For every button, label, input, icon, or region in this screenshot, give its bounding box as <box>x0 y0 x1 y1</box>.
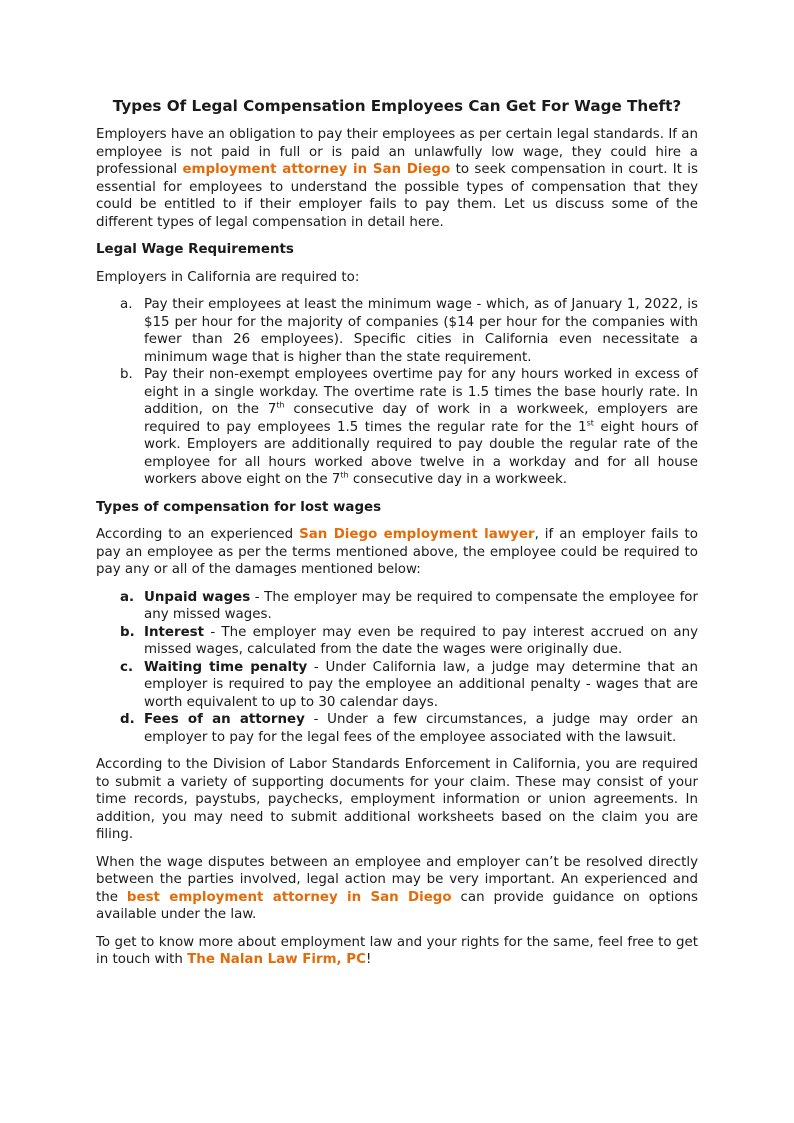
list-marker: a. <box>120 589 135 605</box>
list-term: Unpaid wages <box>144 589 251 605</box>
section1-lead: Employers in California are required to: <box>96 269 360 285</box>
list-marker: b. <box>120 367 133 382</box>
employment-attorney-link[interactable]: employment attorney in San Diego <box>182 162 451 177</box>
compensation-intro-paragraph: According to an experienced San Diego employment lawyer, if an employer fails to pay an employee as per the terms mentioned above, the employee could be required to pay any or all of the damages mentioned below: <box>96 527 698 577</box>
damages-list <box>96 589 698 747</box>
law-firm-link[interactable]: The Nalan Law Firm, PC <box>187 952 366 967</box>
list-item: b. Interest - The employer may even be required to pay interest accrued on any missed wages, calculated from the date the wages were originally due. <box>120 624 698 657</box>
list-term: Waiting time penalty <box>144 659 308 675</box>
list-item: b. Pay their non-exempt employees overtime pay for any hours worked in excess of eight in a single workday. The overtime rate is 1.5 times the base hourly rate. In addition, on the 7th consecutive day of work in a workweek, employers are required to pay employees 1.5 times the regular rate for the 1st eight hours of work. Employers are additionally required to pay double the regular rate of the employee for all hours worked above twelve in a workday and for all house workers above eight on the 7th consecutive day in a workweek. <box>120 367 698 487</box>
employment-lawyer-link[interactable]: San Diego employment lawyer <box>299 527 535 542</box>
list-marker: c. <box>120 659 134 675</box>
contact-paragraph: To get to know more about employment law and your rights for the same, feel free to get in touch with The Nalan Law Firm, PC! <box>96 934 698 967</box>
list-marker: d. <box>120 712 135 727</box>
disputes-paragraph: When the wage disputes between an employee and employer can’t be resolved directly between the parties involved, legal action may be very important. An experienced and the best employment attorney in San Diego can provide guidance on options available under the law. <box>96 854 699 922</box>
section-heading-legal-wage: Legal Wage Requirements <box>96 242 294 257</box>
document-page <box>96 96 698 979</box>
section-heading-compensation: Types of compensation for lost wages <box>96 499 382 515</box>
list-item: a. Unpaid wages - The employer may be required to compensate the employee for any missed wages. <box>120 589 698 622</box>
list-marker: a. <box>120 297 133 312</box>
list-marker: b. <box>120 624 135 640</box>
list-term: Fees of an attorney <box>144 712 305 727</box>
dlse-paragraph: According to the Division of Labor Standards Enforcement in California, you are required to submit a variety of supporting documents for your claim. These may consist of your time records, paystubs, paychecks, employment information or union agreements. In addition, you may need to submit additional worksheets based on the claim you are filing. <box>96 757 698 842</box>
list-term: Interest <box>144 624 205 640</box>
intro-paragraph: Employers have an obligation to pay their employees as per certain legal standards. If an employee is not paid in full or is paid an unlawfully low wage, they could hire a professional employment attorney in San Diego to seek compensation in court. It is essential for employees to understand the possible types of compensation that they could be entitled to if their employer fails to pay them. Let us discuss some of the different types of legal compensation in detail here. <box>96 127 698 230</box>
list-item: a. Pay their employees at least the minimum wage - which, as of January 1, 2022, is $15 per hour for the majority of companies ($14 per hour for the companies with fewer than 26 employees). Specific cities in California even necessitate a minimum wage that is higher than the state requirement. <box>120 297 698 365</box>
wage-requirements-list <box>96 296 698 489</box>
best-attorney-link[interactable]: best employment attorney in San Diego <box>126 889 452 905</box>
list-item: d. Fees of an attorney - Under a few circumstances, a judge may order an employer to pay for the legal fees of the employee associated with the lawsuit. <box>120 712 699 745</box>
list-item: c. Waiting time penalty - Under California law, a judge may determine that an employer is required to pay the employee an additional penalty - wages that are worth equivalent to up to 30 calendar days. <box>120 659 698 710</box>
document-title: Types Of Legal Compensation Employees Can Get For Wage Theft? <box>112 97 682 115</box>
